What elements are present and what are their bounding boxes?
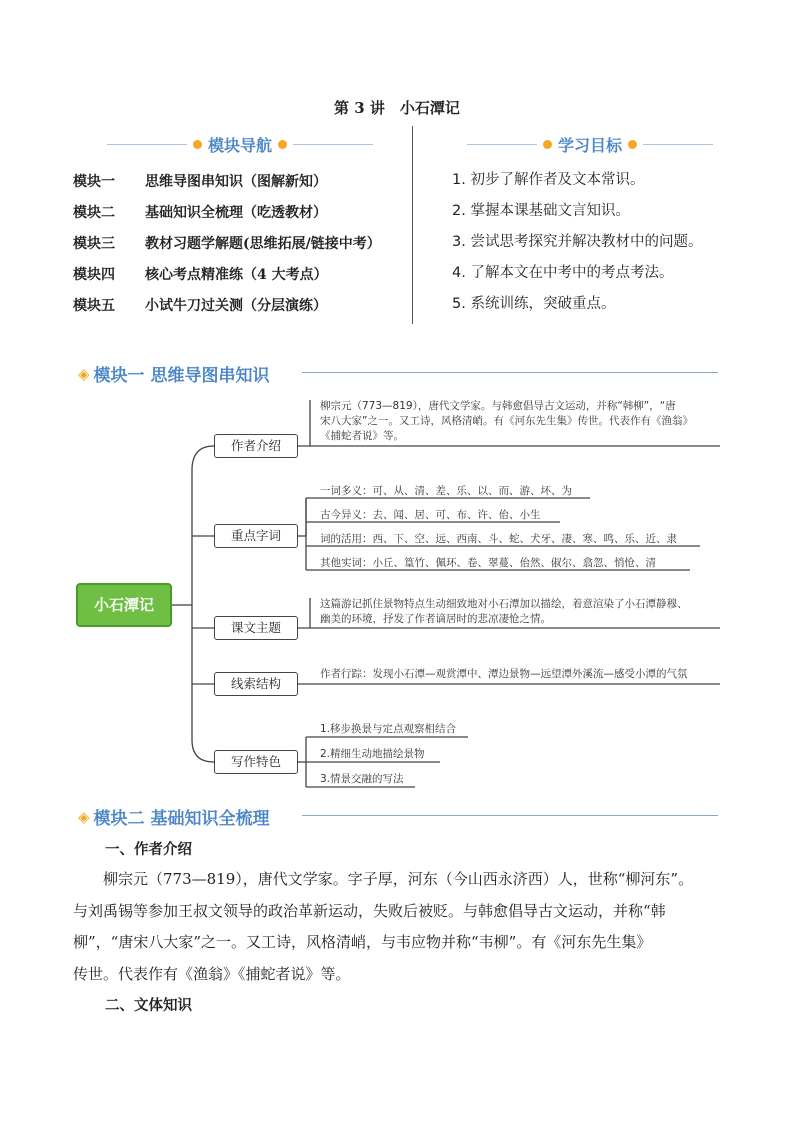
section-title: 模块二 基础知识全梳理 bbox=[93, 809, 270, 829]
divider bbox=[302, 815, 718, 816]
text-line: 宋八大家”之一。又工诗，风格清峭。有《河东先生集》传世。代表作有《渔翁》 bbox=[320, 415, 693, 427]
node-words: 重点字词 bbox=[214, 524, 298, 548]
nav-item-key: 模块五 bbox=[73, 298, 115, 314]
text-line: 这篇游记抓住景物特点生动细致地对小石潭加以描绘，着意渲染了小石潭静穆、 bbox=[320, 598, 688, 610]
mindmap-root: 小石潭记 bbox=[76, 583, 172, 627]
nav-item-text: 核心考点精准练（4 大考点） bbox=[145, 267, 328, 283]
goal-item: 4. 了解本文在中考中的考点考法。 bbox=[452, 265, 674, 281]
theme-text bbox=[320, 597, 688, 627]
nav-item-key: 模块二 bbox=[73, 205, 115, 221]
nav-item-text: 小试牛刀过关测（分层演练） bbox=[145, 298, 327, 314]
section-title: 模块一 思维导图串知识 bbox=[93, 366, 270, 386]
goal-item: 1. 初步了解作者及文本常识。 bbox=[452, 172, 645, 188]
goals-heading: 学习目标 bbox=[557, 136, 622, 155]
nav-item-text: 基础知识全梳理（吃透教材） bbox=[145, 205, 327, 221]
words-item: 词的活用：西、下、空、远、西南、斗、蛇、犬牙、凄、寒、鸣、乐、近、隶 bbox=[320, 533, 677, 545]
paragraph-line: 柳宗元（773—819），唐代文学家。字子厚，河东（今山西永济西）人，世称“柳河东”。 bbox=[103, 870, 694, 888]
subheading: 二、文体知识 bbox=[105, 998, 192, 1014]
page-title: 第 3 讲 小石潭记 bbox=[334, 99, 460, 117]
author-paragraph bbox=[73, 864, 733, 990]
diamond-icon: ◈ bbox=[78, 807, 90, 826]
paragraph-line: 传世。代表作有《渔翁》《捕蛇者说》等。 bbox=[73, 964, 351, 983]
nav-item-key: 模块一 bbox=[73, 174, 115, 190]
goal-item: 2. 掌握本课基础文言知识。 bbox=[452, 203, 630, 219]
nav-item-key: 模块四 bbox=[73, 267, 115, 283]
node-clue: 线索结构 bbox=[214, 672, 298, 696]
paragraph-line: 与刘禹锡等参加王叔文领导的政治革新运动，失败后被贬。与韩愈倡导古文运动，并称“韩 bbox=[73, 901, 666, 920]
text-line: 幽美的环境，抒发了作者谪居时的悲凉凄怆之情。 bbox=[320, 613, 551, 625]
nav-item-text: 思维导图串知识（图解新知） bbox=[145, 174, 327, 190]
node-theme: 课文主题 bbox=[214, 616, 298, 640]
diamond-icon: ◈ bbox=[78, 364, 90, 383]
words-item: 一词多义：可、从、清、差、乐、以、而、游、坏、为 bbox=[320, 485, 572, 497]
text-line: 柳宗元（773—819），唐代文学家。与韩愈倡导古文运动，并称“韩柳”，“唐 bbox=[320, 400, 676, 412]
node-feature: 写作特色 bbox=[214, 750, 298, 774]
subheading: 一、作者介绍 bbox=[105, 842, 192, 858]
feature-item: 2.精细生动地描绘景物 bbox=[320, 748, 425, 760]
nav-item-key: 模块三 bbox=[73, 236, 115, 252]
goal-item: 3. 尝试思考探究并解决教材中的问题。 bbox=[452, 234, 703, 250]
node-author: 作者介绍 bbox=[214, 434, 298, 458]
words-item: 古今异义：去、闻、居、可、布、许、佁、小生 bbox=[320, 509, 541, 521]
paragraph-line: 柳”，“唐宋八大家”之一。又工诗，风格清峭，与韦应物并称“韦柳”。有《河东先生集》 bbox=[73, 933, 652, 951]
text-line: 《捕蛇者说》等。 bbox=[320, 430, 404, 442]
author-text bbox=[320, 399, 693, 444]
nav-heading: 模块导航 bbox=[207, 136, 272, 155]
feature-item: 3.情景交融的写法 bbox=[320, 773, 404, 785]
section-heading bbox=[78, 804, 269, 829]
clue-text: 作者行踪：发现小石潭—观赏潭中、潭边景物—远望潭外溪流—感受小潭的气氛 bbox=[320, 668, 688, 680]
feature-item: 1.移步换景与定点观察相结合 bbox=[320, 723, 457, 735]
nav-item-text: 教材习题学解题(思维拓展/链接中考） bbox=[145, 236, 381, 252]
words-item: 其他实词：小丘、篁竹、佩环、卷、翠蔓、佁然、俶尔、翕忽、悄怆、清 bbox=[320, 557, 656, 569]
goal-item: 5. 系统训练，突破重点。 bbox=[452, 296, 616, 312]
